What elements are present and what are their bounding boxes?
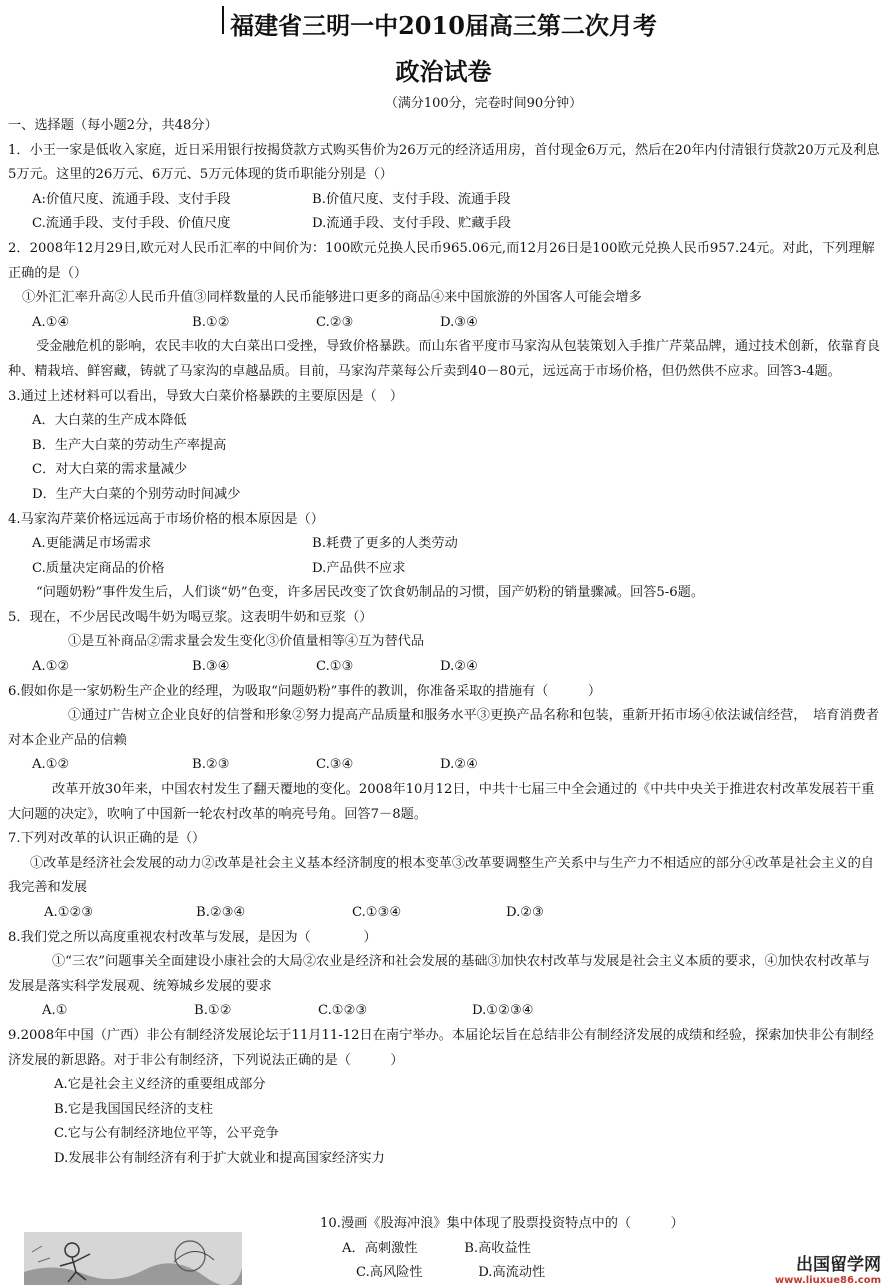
q5-stem: 5．现在，不少居民改喝牛奶为喝豆浆。这表明牛奶和豆浆（） bbox=[8, 609, 373, 625]
q9-option-b: B.它是我国国民经济的支柱 bbox=[54, 1101, 213, 1117]
exam-note: （满分100分，完卷时间90分钟） bbox=[384, 96, 583, 111]
q7-option-c: C.①③④ bbox=[352, 905, 402, 920]
exam-title: 福建省三明一中2010届高三第二次月考 bbox=[230, 11, 657, 40]
q1-stem: 1．小王一家是低收入家庭，近日采用银行按揭贷款方式购买售价为26万元的经济适用房，首付现金6万元，然后在20年内付清银行贷款20万元及利息5万元。这里的26万元、6万元、5万元体现的货币职能分别是（） bbox=[8, 142, 880, 183]
q4-options-row2 bbox=[8, 557, 880, 582]
q2-option-d: D.③④ bbox=[440, 314, 478, 330]
q4-option-d: D.产品供不应求 bbox=[312, 560, 406, 576]
q2-option-b: B.①② bbox=[192, 314, 230, 330]
exam-body bbox=[8, 114, 880, 1172]
q1-option-b: B.价值尺度、支付手段、流通手段 bbox=[312, 191, 511, 207]
material-3-4: 受金融危机的影响，农民丰收的大白菜出口受挫，导致价格暴跌。而山东省平度市马家沟从包装策划入手推广芹菜品牌，通过技术创新，依靠育良种、精栽培、鲜窖藏，铸就了马家沟的卓越品质。目前，马家沟芹菜每公斤卖到40－80元，远远高于市场价格，但仍然供不应求。回答3-4题。 bbox=[8, 339, 880, 379]
q6-option-c: C.③④ bbox=[316, 757, 354, 773]
q5-option-b: B.③④ bbox=[192, 659, 230, 675]
q7-option-d: D.②③ bbox=[506, 905, 544, 920]
q10-option-d: D.高流动性 bbox=[478, 1265, 546, 1281]
q8-items: ①“三农”问题事关全面建设小康社会的大局②农业是经济和社会发展的基础③加快农村改革与发展是社会主义本质的要求，④加快农村改革与发展是落实科学发展观、统筹城乡发展的要求 bbox=[8, 954, 870, 994]
q2-items: ①外汇汇率升高②人民币升值③同样数量的人民币能够进口更多的商品④来中国旅游的外国客人可能会增多 bbox=[22, 290, 642, 306]
q3-option-c: C．对大白菜的需求量减少 bbox=[32, 462, 188, 478]
q4-option-b: B.耗费了更多的人类劳动 bbox=[312, 536, 458, 552]
q9-option-c: C.它与公有制经济地位平等，公平竞争 bbox=[54, 1126, 279, 1142]
q10-option-c: C.高风险性 bbox=[356, 1265, 423, 1281]
q4-stem: 4.马家沟芹菜价格远远高于市场价格的根本原因是（） bbox=[8, 511, 324, 527]
q9-option-d: D.发展非公有制经济有利于扩大就业和提高国家经济实力 bbox=[54, 1150, 385, 1166]
q5-option-d: D.②④ bbox=[440, 659, 478, 675]
q4-option-c: C.质量决定商品的价格 bbox=[32, 560, 165, 576]
q10-stem: 10.漫画《股海冲浪》集中体现了股票投资特点中的（ ） bbox=[320, 1216, 684, 1231]
q7-option-b: B.②③④ bbox=[196, 905, 246, 920]
q6-stem: 6.假如你是一家奶粉生产企业的经理，为吸取“问题奶粉”事件的教训，你准备采取的措施有（ ） bbox=[8, 683, 602, 699]
q2-options bbox=[8, 311, 880, 336]
site-watermark bbox=[775, 1250, 881, 1286]
q8-stem: 8.我们党之所以高度重视农村改革与发展，是因为（ ） bbox=[8, 929, 377, 945]
q3-option-a: A．大白菜的生产成本降低 bbox=[32, 413, 187, 429]
q9-stem: 9.2008年中国（广西）非公有制经济发展论坛于11月11-12日在南宁举办。本届论坛旨在总结非公有制经济发展的成绩和经验，探索加快非公有制经济发展的新思路。对于非公有制经济，下列说法正确的是（ ） bbox=[8, 1027, 874, 1068]
q7-stem: 7.下列对改革的认识正确的是（） bbox=[8, 831, 206, 847]
q8-option-a: A.① bbox=[42, 1003, 68, 1019]
q4-option-a: A.更能满足市场需求 bbox=[32, 536, 152, 552]
q6-option-b: B.②③ bbox=[192, 757, 230, 773]
exam-subtitle: 政治试卷 bbox=[395, 57, 492, 86]
q2-stem: 2．2008年12月29日,欧元对人民币汇率的中间价为：100欧元兑换人民币965.06元,而12月26日是100欧元兑换人民币957.24元。对此，下列理解正确的是（） bbox=[8, 240, 875, 281]
q5-items: ①是互补商品②需求量会发生变化③价值量相等④互为替代品 bbox=[68, 634, 425, 650]
q2-option-c: C.②③ bbox=[316, 314, 354, 330]
q10-block bbox=[320, 1212, 684, 1286]
q4-options-row1 bbox=[8, 532, 880, 557]
q6-option-a: A.①② bbox=[32, 757, 70, 773]
q5-options bbox=[8, 655, 880, 680]
q10-options-row1 bbox=[320, 1237, 684, 1262]
q6-options bbox=[8, 753, 880, 778]
q5-option-c: C.①③ bbox=[316, 659, 354, 675]
q9-option-a: A.它是社会主义经济的重要组成部分 bbox=[54, 1077, 266, 1093]
q8-option-c: C.①②③ bbox=[318, 1003, 368, 1019]
material-5-6: “问题奶粉”事件发生后，人们谈“奶”色变，许多居民改变了饮食奶制品的习惯，国产奶粉的销量骤减。回答5-6题。 bbox=[36, 585, 705, 601]
cartoon-sketch-icon bbox=[24, 1232, 242, 1285]
q10-option-a: A．高刺激性 bbox=[342, 1240, 418, 1256]
q10-option-b: B.高收益性 bbox=[464, 1240, 531, 1256]
q1-option-a: A:价值尺度、流通手段、支付手段 bbox=[32, 191, 231, 207]
q7-option-a: A.①②③ bbox=[44, 905, 94, 920]
q6-items: ①通过广告树立企业良好的信誉和形象②努力提高产品质量和服务水平③更换产品名称和包装，重新开拓市场④依法诚信经营， 培育消费者对本企业产品的信赖 bbox=[8, 708, 880, 748]
q8-option-b: B.①② bbox=[194, 1003, 232, 1019]
q2-option-a: A.①④ bbox=[32, 314, 70, 330]
q3-option-b: B．生产大白菜的劳动生产率提高 bbox=[32, 437, 227, 453]
watermark-url: www.liuxue86.com bbox=[774, 1275, 881, 1286]
q8-option-d: D.①②③④ bbox=[472, 1003, 534, 1019]
cartoon-image bbox=[24, 1232, 242, 1285]
q1-option-c: C.流通手段、支付手段、价值尺度 bbox=[32, 216, 231, 232]
q10-options-row2 bbox=[320, 1261, 684, 1286]
q7-options bbox=[8, 901, 880, 926]
q7-items: ①改革是经济社会发展的动力②改革是社会主义基本经济制度的根本变革③改革要调整生产关系中与生产力不相适应的部分④改革是社会主义的自我完善和发展 bbox=[8, 855, 874, 896]
material-7-8: 改革开放30年来，中国农村发生了翻天覆地的变化。2008年10月12日，中共十七届三中全会通过的《中共中央关于推进农村改革发展若干重大问题的决定》，吹响了中国新一轮农村改革的响亮号角。回答7－8题。 bbox=[8, 782, 875, 822]
q5-option-a: A.①② bbox=[32, 659, 70, 675]
watermark-name: 出国留学网 bbox=[796, 1255, 881, 1275]
q1-options-row2 bbox=[8, 212, 880, 237]
q1-options-row1 bbox=[8, 188, 880, 213]
section-heading: 一、选择题（每小题2分，共48分） bbox=[8, 118, 218, 133]
q8-options bbox=[8, 999, 880, 1024]
q3-option-d: D．生产大白菜的个别劳动时间减少 bbox=[32, 486, 241, 502]
q3-stem: 3.通过上述材料可以看出，导致大白菜价格暴跌的主要原因是（ ） bbox=[8, 388, 404, 404]
q6-option-d: D.②④ bbox=[440, 757, 478, 773]
q1-option-d: D.流通手段、支付手段、贮藏手段 bbox=[312, 216, 511, 232]
